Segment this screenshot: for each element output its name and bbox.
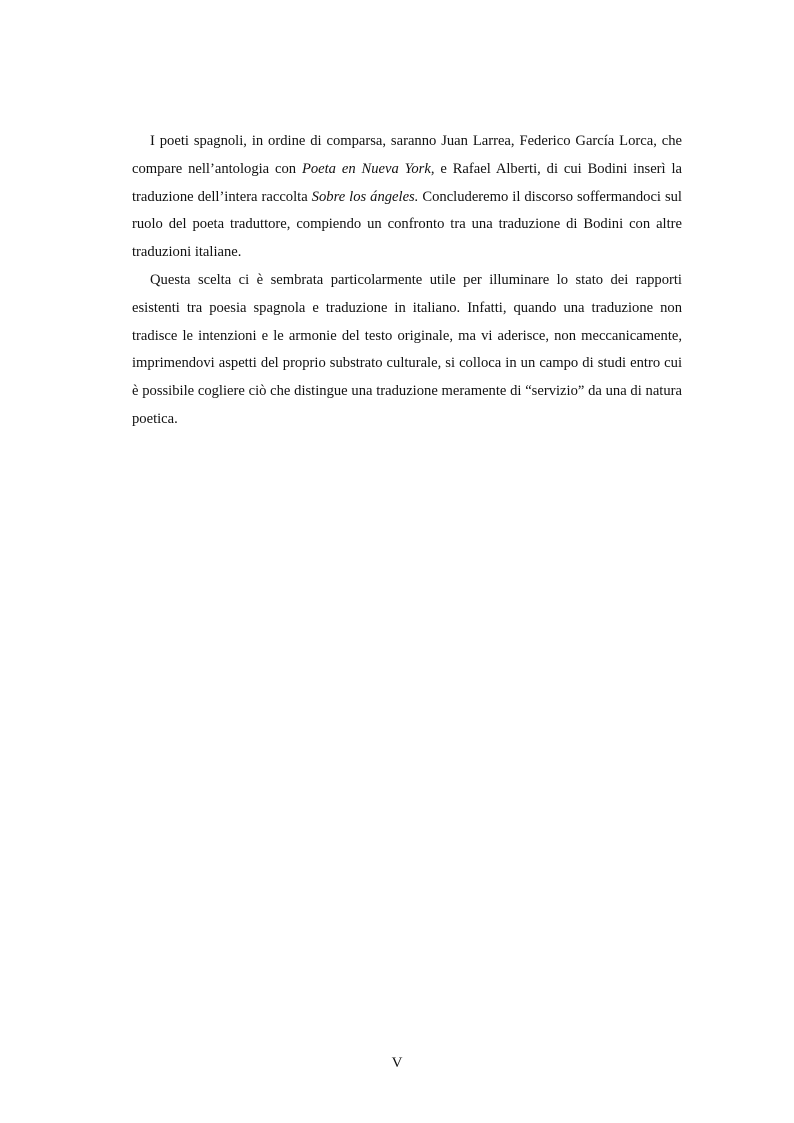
body-text (132, 128, 682, 434)
paragraph-intro-text-1: I poeti spagnoli, in ordine di comparsa, saranno Juan Larrea, Federico García Lorca, che compare nell’antologia con (132, 133, 682, 177)
page-number: V (391, 1055, 403, 1071)
paragraph-intro-text-3: Concluderemo il discorso soffermandoci sul ruolo del poeta traduttore, compiendo un confronto tra una traduzione di Bodini con altre traduzioni italiane. (132, 188, 682, 261)
paragraph-rationale: Questa scelta ci è sembrata particolarmente utile per illuminare lo stato dei rapporti esistenti tra poesia spagnola e traduzione in italiano. Infatti, quando una traduzione non tradisce le intenzioni e le armonie del testo originale, ma vi aderisce, non meccanicamente, imprimendovi aspetti del proprio substrato culturale, si colloca in un campo di studi entro cui è possibile cogliere ciò che distingue una traduzione meramente di “servizio” da una di natura poetica. (132, 271, 682, 427)
work-title-sobre-los-angeles: Sobre los ángeles. (311, 188, 419, 205)
paragraph-intro (132, 128, 682, 267)
work-title-poeta-en-nueva-york: Poeta en Nueva York (301, 160, 431, 177)
paragraph-intro-text-2: , e Rafael Alberti, di cui Bodini inserì la traduzione dell’intera raccolta (132, 160, 682, 205)
